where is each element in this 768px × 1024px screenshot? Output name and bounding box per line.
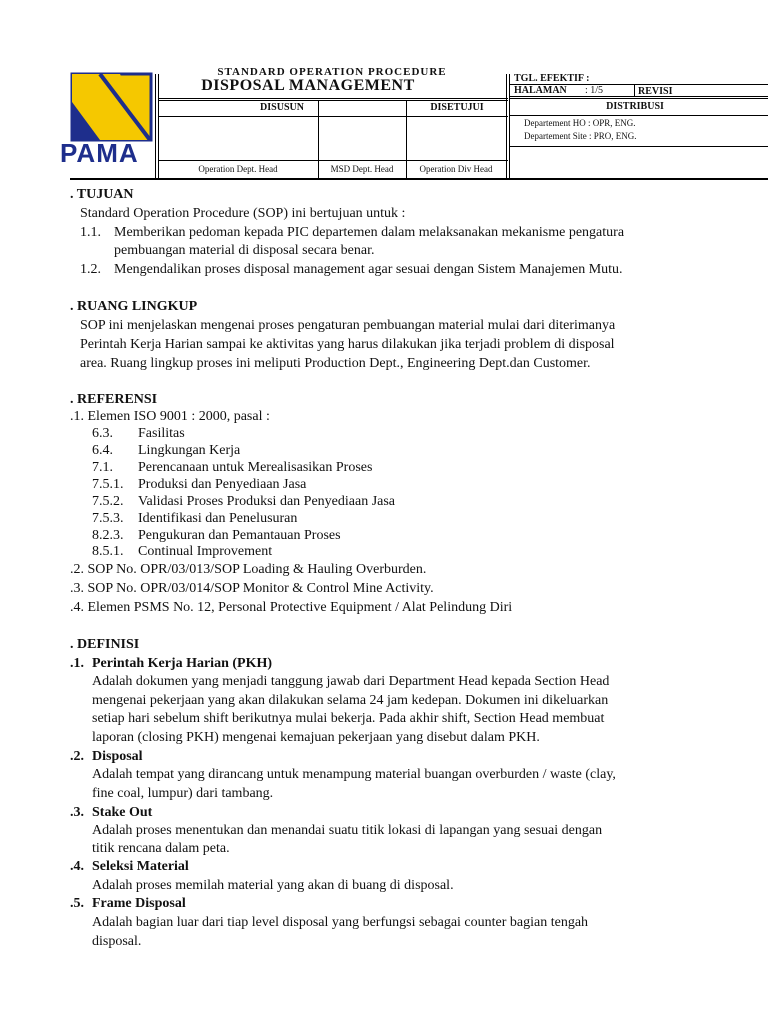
definition-line: mengenai pekerjaan yang akan dilakukan selama 24 jam kedepan. Dokumen ini dikeluarkan: [92, 693, 609, 708]
paragraph-line: Perintah Kerja Harian sampai ke aktivitas yang harus dilakukan jika terjadi problem di disposal: [80, 337, 615, 352]
clause-text: Identifikasi dan Penelusuran: [138, 511, 298, 526]
section-heading: . RUANG LINGKUP: [70, 299, 198, 314]
definition-term: Stake Out: [92, 805, 153, 820]
reference-item: .2. SOP No. OPR/03/013/SOP Loading & Hauling Overburden.: [70, 562, 427, 577]
pama-logo: [60, 72, 153, 168]
definition-line: titik rencana dalam peta.: [92, 841, 230, 856]
signature-operation-div-head: Operation Div Head: [419, 164, 493, 174]
item-text: Memberikan pedoman kepada PIC departemen dalam melaksanakan mekanisme pengatura: [114, 225, 625, 240]
reference-item: .1. Elemen ISO 9001 : 2000, pasal :: [70, 409, 270, 424]
sop-caption: STANDARD OPERATION PROCEDURE: [217, 66, 447, 78]
definition-number: .2.: [70, 749, 84, 764]
definition-term: Disposal: [92, 749, 143, 764]
clause-number: 7.5.1.: [92, 477, 124, 492]
paragraph: Standard Operation Procedure (SOP) ini bertujuan untuk :: [80, 206, 406, 221]
distribusi-ho: Departement HO : OPR, ENG.: [524, 118, 636, 128]
section-heading: . TUJUAN: [70, 187, 134, 202]
reference-item: .3. SOP No. OPR/03/014/SOP Monitor & Control Mine Activity.: [70, 581, 434, 596]
clause-text: Validasi Proses Produksi dan Penyediaan Jasa: [138, 494, 396, 509]
definition-number: .3.: [70, 805, 84, 820]
definition-number: .5.: [70, 896, 84, 911]
header-bottom-rule: [70, 178, 768, 180]
logo-text: PAMA: [60, 138, 139, 168]
reference-item: .4. Elemen PSMS No. 12, Personal Protective Equipment / Alat Pelindung Diri: [70, 600, 513, 615]
clause-number: 7.1.: [92, 460, 113, 475]
definition-line: setiap hari sebelum shift berikutnya mulai bekerja. Pada akhir shift, Section Head membuat: [92, 711, 605, 726]
clause-text: Fasilitas: [138, 426, 185, 441]
item-text: pembuangan material di disposal secara benar.: [114, 243, 375, 258]
definition-number: .1.: [70, 656, 84, 671]
clause-text: Pengukuran dan Pemantauan Proses: [138, 528, 341, 543]
item-number: 1.2.: [80, 262, 101, 277]
paragraph-line: SOP ini menjelaskan mengenai proses pengaturan pembuangan material mulai dari diterimanya: [80, 318, 616, 333]
definition-line: Adalah dokumen yang menjadi tanggung jawab dari Department Head kepada Section Head: [92, 674, 610, 689]
definition-line: Adalah tempat yang dirancang untuk menampung material buangan overburden / waste (clay,: [92, 767, 616, 782]
disusun-header: DISUSUN: [260, 102, 304, 113]
revisi-label: REVISI: [638, 86, 673, 97]
definition-line: Adalah proses menentukan dan menandai suatu titik lokasi di lapangan yang sesuai dengan: [92, 823, 603, 838]
section-heading: . DEFINISI: [70, 637, 140, 652]
halaman-value: : 1/5: [585, 85, 604, 96]
clause-number: 6.4.: [92, 443, 113, 458]
signature-msd-dept-head: MSD Dept. Head: [330, 164, 394, 174]
section-heading: . REFERENSI: [70, 392, 158, 407]
halaman-label: HALAMAN: [514, 85, 567, 96]
clause-number: 7.5.3.: [92, 511, 124, 526]
clause-text: Continual Improvement: [138, 544, 273, 559]
clause-number: 6.3.: [92, 426, 113, 441]
clause-text: Lingkungan Kerja: [138, 443, 241, 458]
tgl-efektif-label: TGL. EFEKTIF :: [514, 73, 590, 84]
definition-line: fine coal, lumpur) dari tambang.: [92, 786, 274, 801]
clause-number: 8.5.1.: [92, 544, 124, 559]
distribusi-site: Departement Site : PRO, ENG.: [524, 131, 637, 141]
distribusi-header: DISTRIBUSI: [606, 101, 664, 112]
clause-text: Produksi dan Penyediaan Jasa: [138, 477, 307, 492]
doc-title: DISPOSAL MANAGEMENT: [201, 77, 415, 94]
clause-number: 8.2.3.: [92, 528, 124, 543]
definition-line: disposal.: [92, 934, 142, 949]
definition-line: Adalah proses memilah material yang akan di buang di disposal.: [92, 878, 454, 893]
paragraph-line: area. Ruang lingkup proses ini meliputi Production Dept., Engineering Dept.dan Customer.: [80, 356, 591, 371]
definition-number: .4.: [70, 859, 84, 874]
definition-term: Frame Disposal: [92, 896, 186, 911]
clause-text: Perencanaan untuk Merealisasikan Proses: [138, 460, 373, 475]
definition-line: Adalah bagian luar dari tiap level disposal yang berfungsi sebagai counter bagian tengah: [92, 915, 589, 930]
item-text: Mengendalikan proses disposal management agar sesuai dengan Sistem Manajemen Mutu.: [114, 262, 623, 277]
clause-number: 7.5.2.: [92, 494, 124, 509]
signature-operation-dept-head: Operation Dept. Head: [198, 164, 278, 174]
item-number: 1.1.: [80, 225, 101, 240]
definition-term: Seleksi Material: [92, 859, 189, 874]
definition-line: laporan (closing PKH) mengenai kemajuan pekerjaan yang disebut dalam PKH.: [92, 730, 540, 745]
definition-term: Perintah Kerja Harian (PKH): [92, 656, 273, 671]
disetujui-header: DISETUJUI: [430, 102, 484, 113]
